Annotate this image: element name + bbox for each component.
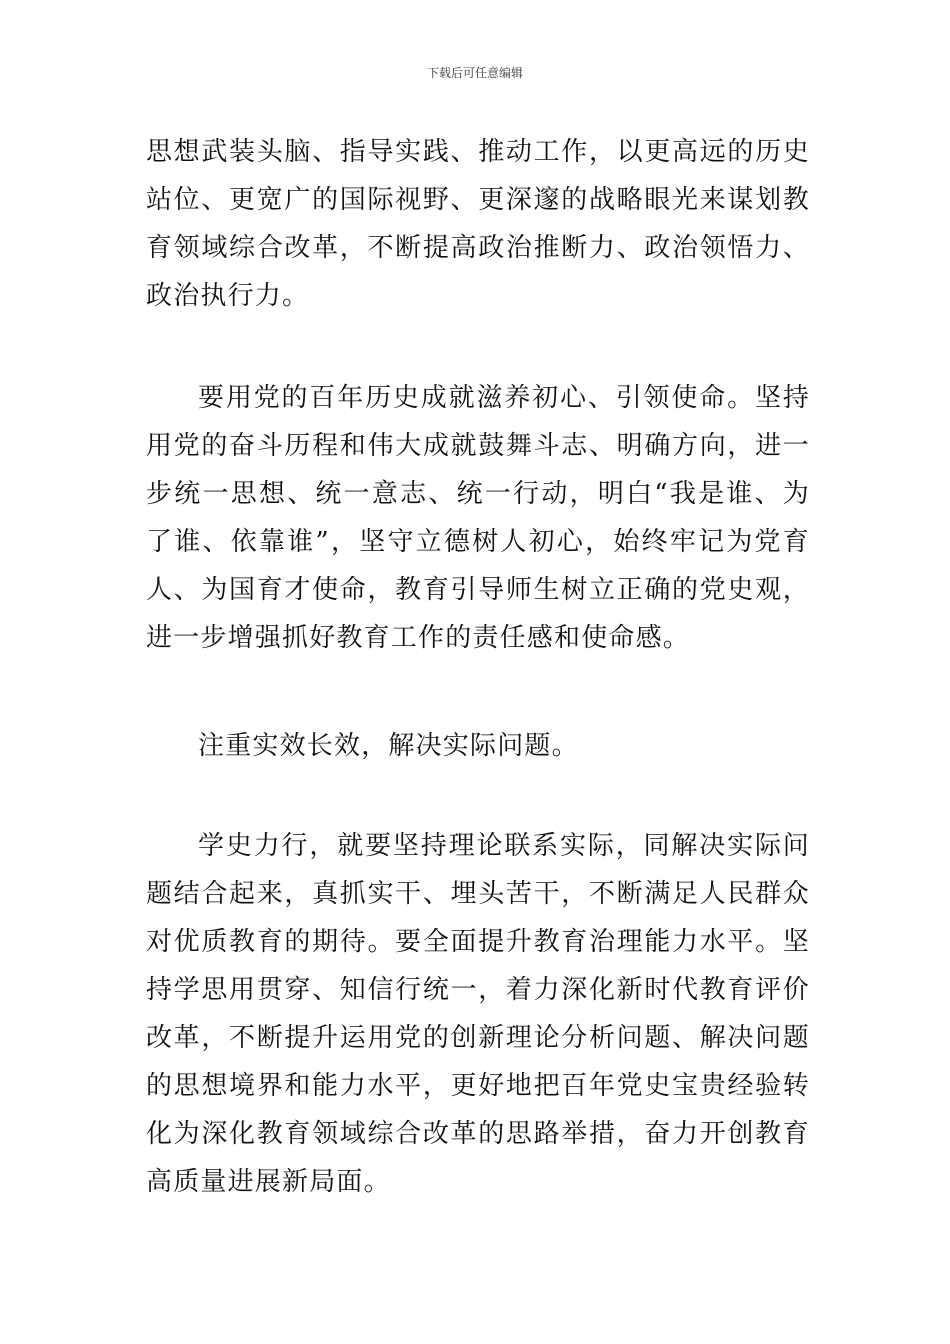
paragraph-mission: 要用党的百年历史成就滋养初心、引领使命。坚持用党的奋斗历程和伟大成就鼓舞斗志、明确方向，进一步统一思想、统一意志、统一行动，明白“我是谁、为了谁、依靠谁”，坚守立德树人初心，始终牢记为党育人、为国育才使命，教育引导师生树立正确的党史观，进一步增强抓好教育工作的责任感和使命感。 bbox=[146, 383, 810, 653]
section-heading: 注重实效长效，解决实际问题。 bbox=[198, 731, 579, 761]
paragraph-practice: 学史力行，就要坚持理论联系实际，同解决实际问题结合起来，真抓实干、埋头苦干，不断满足人民群众对优质教育的期待。要全面提升教育治理能力水平。坚持学思用贯穿、知信行统一，着力深化新时代教育评价改革，不断提升运用党的创新理论分析问题、解决问题的思想境界和能力水平，更好地把百年党史宝贵经验转化为深化教育领域综合改革的思路举措，奋力开创教育高质量进展新局面。 bbox=[146, 831, 810, 1197]
paragraph-continuation: 思想武装头脑、指导实践、推动工作，以更高远的历史站位、更宽广的国际视野、更深邃的战略眼光来谋划教育领域综合改革，不断提高政治推断力、政治领悟力、政治执行力。 bbox=[146, 137, 810, 311]
header-note: 下载后可任意编辑 bbox=[426, 66, 523, 80]
